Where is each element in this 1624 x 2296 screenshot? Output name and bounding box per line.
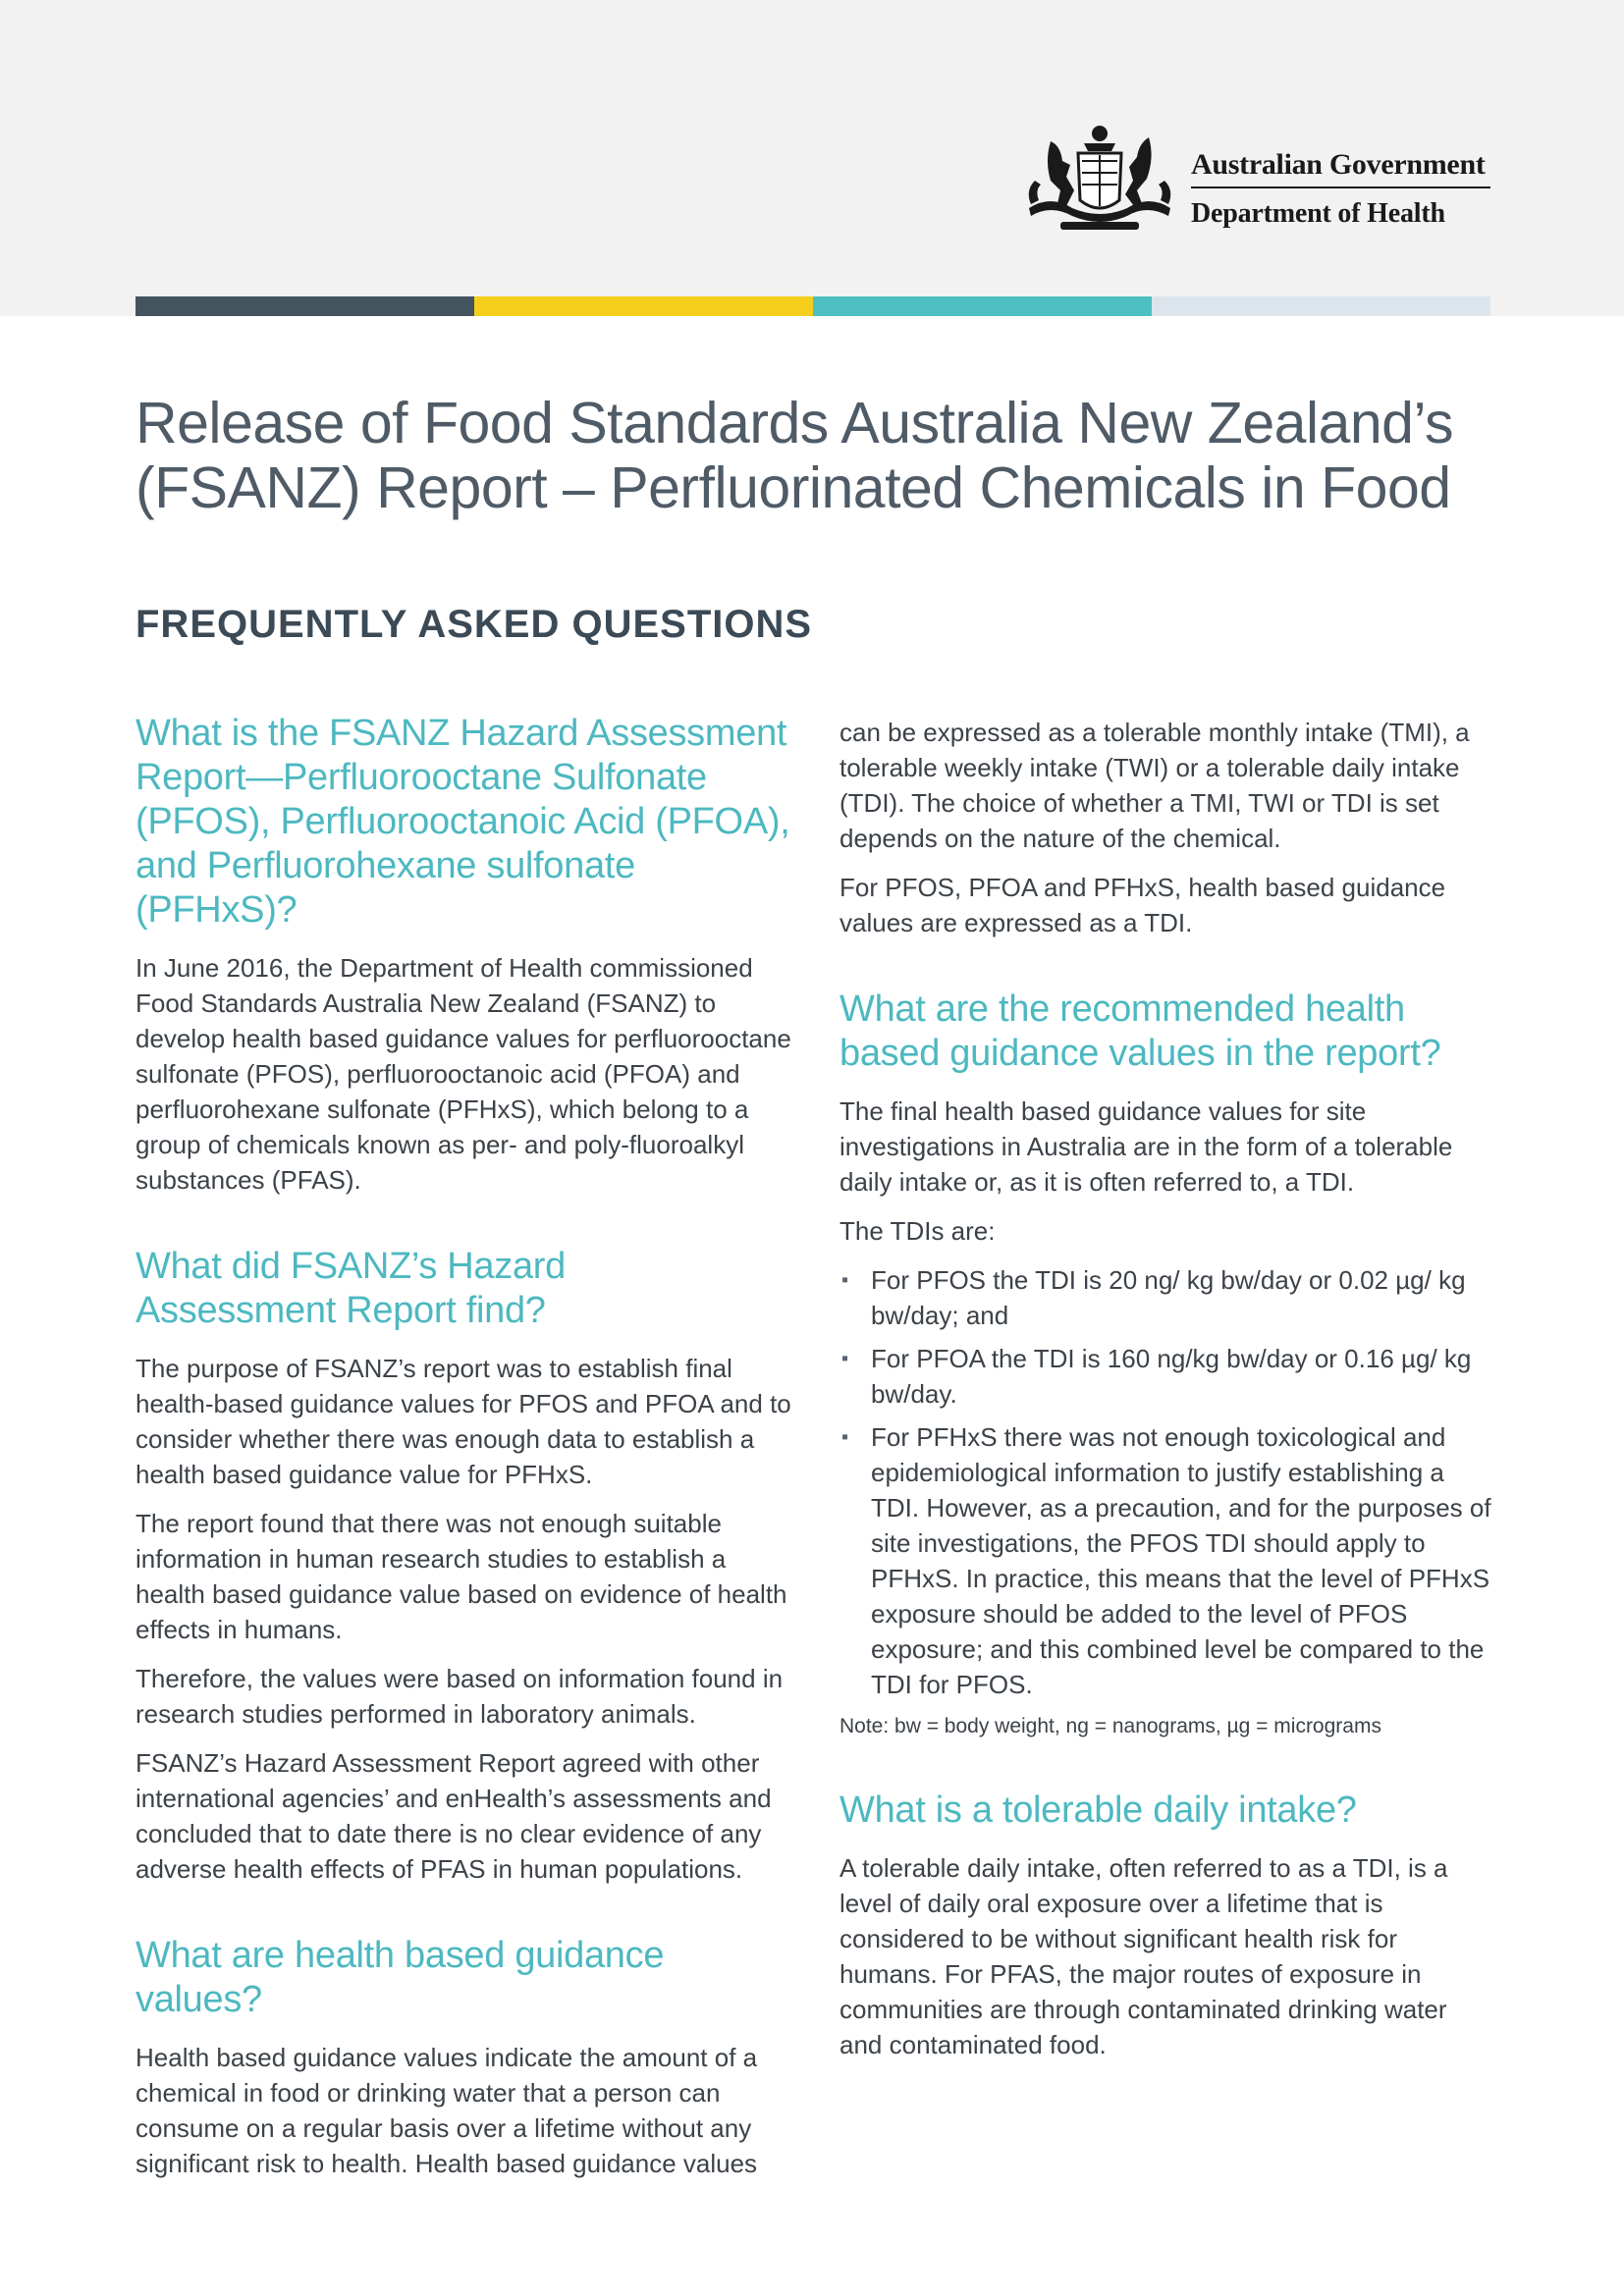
list-item-text: For PFOA the TDI is 160 ng/kg bw/day or 0.16 µg/ kg bw/day. — [871, 1344, 1472, 1409]
paragraph: For PFOS, PFOA and PFHxS, health based guidance values are expressed as a TDI. — [839, 873, 1446, 937]
paragraph: The purpose of FSANZ’s report was to establish final health-based guidance values for PFOS and PFOA and to consider whether there was enough data to establish a health based guidance value for PFHxS. — [135, 1354, 791, 1489]
list-item — [839, 1262, 1495, 1333]
accent-bar-slate — [135, 296, 474, 316]
question-heading: What are the recommended health based guidance values in the report? — [839, 988, 1441, 1074]
left-column — [135, 712, 791, 2195]
list-item — [839, 1419, 1495, 1702]
government-logo-text — [1191, 147, 1490, 232]
list-item — [839, 1341, 1495, 1412]
accent-bar-teal — [813, 296, 1152, 316]
paragraph: A tolerable daily intake, often referred to as a TDI, is a level of daily oral exposure over a lifetime that is considered to be without significant health risk for humans. For PFAS, the major routes of exposure in communities are through contaminated drinking water and contaminated food. — [839, 1853, 1448, 2059]
paragraph: can be expressed as a tolerable monthly intake (TMI), a tolerable weekly intake (TWI) or a tolerable daily intake (TDI). The choice of whether a TMI, TWI or TDI is set depends on the nature of the chemical. — [839, 718, 1470, 853]
list-item-text: For PFOS the TDI is 20 ng/ kg bw/day or 0.02 µg/ kg bw/day; and — [871, 1265, 1466, 1330]
government-name: Australian Government — [1191, 147, 1490, 188]
faq-heading: FREQUENTLY ASKED QUESTIONS — [135, 603, 813, 646]
tdi-list — [839, 1262, 1495, 1702]
paragraph: The final health based guidance values for site investigations in Australia are in the form of a tolerable daily intake or, as it is often referred to, a TDI. — [839, 1096, 1453, 1197]
list-item-text: For PFHxS there was not enough toxicological and epidemiological information to justify establishing a TDI. However, as a precaution, and for the purposes of site investigations, the PFOS TDI should apply to PFHxS. In practice, this means that the level of PFHxS exposure should be added to the level of PFOS exposure; and this combined level be compared to the TDI for PFOS. — [871, 1422, 1491, 1699]
question-heading: What is a tolerable daily intake? — [839, 1789, 1357, 1831]
paragraph: The TDIs are: — [839, 1216, 996, 1246]
bullet-icon: ▪ — [841, 1348, 849, 1369]
bullet-icon: ▪ — [841, 1426, 849, 1448]
paragraph: Therefore, the values were based on information found in research studies performed in laboratory animals. — [135, 1664, 784, 1729]
paragraph: Health based guidance values indicate the amount of a chemical in food or drinking water that a person can consume on a regular basis over a lifetime without any significant risk to health. Health based guidance values — [135, 2043, 758, 2178]
document-title: Release of Food Standards Australia New Zealand’s (FSANZ) Report – Perfluorinated Chemicals in Food — [135, 391, 1454, 520]
paragraph: In June 2016, the Department of Health commissioned Food Standards Australia New Zealand (FSANZ) to develop health based guidance values for perfluorooctane sulfonate (PFOS), perfluorooctanoic acid (PFOA) and perfluorohexane sulfonate (PFHxS), which belong to a group of chemicals known as per- and poly-fluoroalkyl substances (PFAS). — [135, 953, 791, 1195]
accent-bar-yellow — [474, 296, 813, 316]
header-band — [0, 0, 1624, 316]
question-heading: What are health based guidance values? — [135, 1935, 665, 2020]
accent-bar-light — [1152, 296, 1490, 316]
department-name: Department of Health — [1191, 198, 1445, 229]
question-heading: What did FSANZ’s Hazard Assessment Report find? — [135, 1246, 566, 1331]
coat-of-arms-icon — [1021, 122, 1178, 236]
question-heading: What is the FSANZ Hazard Assessment Report—Perfluorooctane Sulfonate (PFOS), Perfluorooctanoic Acid (PFOA), and Perfluorohexane sulfonate (PFHxS)? — [135, 713, 790, 931]
paragraph: The report found that there was not enough suitable information in human research studies to establish a health based guidance value based on evidence of health effects in humans. — [135, 1509, 787, 1644]
footnote: Note: bw = body weight, ng = nanograms, µg = micrograms — [839, 1715, 1381, 1737]
paragraph: FSANZ’s Hazard Assessment Report agreed with other international agencies’ and enHealth’s assessments and concluded that to date there is no clear evidence of any adverse health effects of PFAS in human populations. — [135, 1748, 772, 1884]
right-column — [839, 715, 1495, 2076]
bullet-icon: ▪ — [841, 1269, 849, 1291]
